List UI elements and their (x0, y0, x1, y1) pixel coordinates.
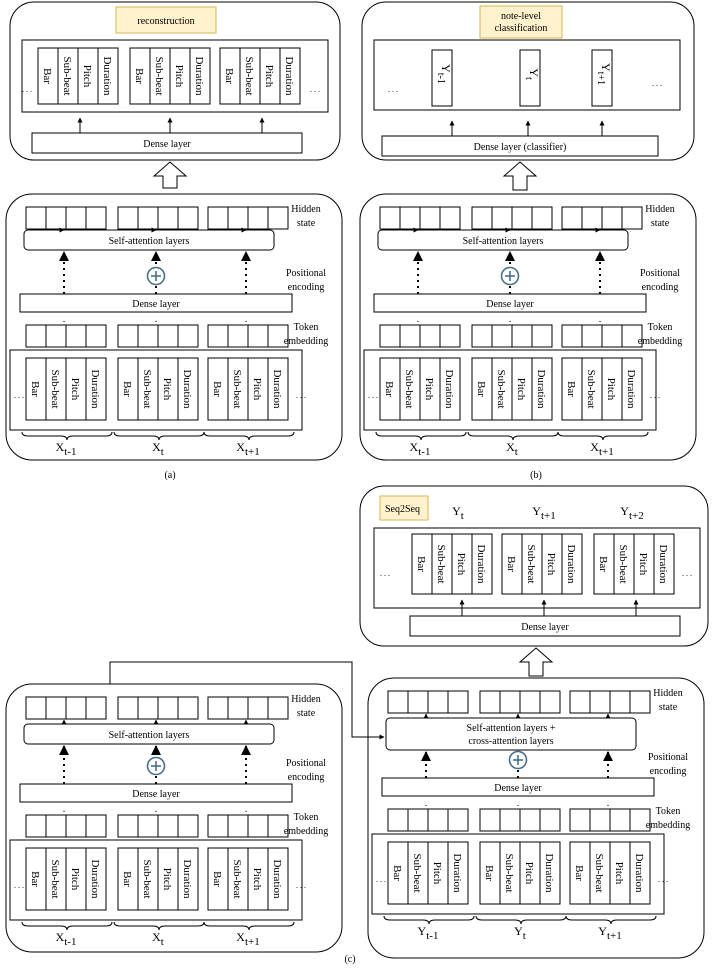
seq2seq-output-label-0: Yt (452, 504, 464, 522)
hidden-state-cell (562, 207, 582, 229)
field-label-duration: Duration (271, 859, 283, 899)
field-label-subbeat: Sub-beat (243, 56, 255, 96)
field-label-subbeat: Sub-beat (503, 853, 515, 893)
token-embedding-cell (492, 325, 512, 347)
token-embedding-label: embedding (283, 826, 329, 837)
hidden-state-cell (500, 691, 520, 713)
field-label-pitch: Pitch (545, 552, 557, 576)
output-label-0: $Y_{t-1}$ (435, 64, 453, 84)
hidden-state-cell (86, 207, 106, 229)
hidden-state-cell (622, 207, 642, 229)
field-label-bar: Bar (391, 865, 403, 881)
field-label-bar: Bar (597, 556, 609, 572)
hidden-state-cell (26, 207, 46, 229)
field-label-subbeat: Sub-beat (49, 859, 61, 899)
token-embedding-cell (228, 325, 248, 347)
hidden-state-cell (448, 691, 468, 713)
token-embedding-cell (562, 325, 582, 347)
field-label-bar: Bar (223, 68, 235, 84)
token-embedding-label: Token (293, 812, 319, 823)
hidden-state-cell (268, 697, 288, 719)
token-embedding-cell (440, 325, 460, 347)
hidden-state-cell (480, 691, 500, 713)
hidden-state-cell (590, 691, 610, 713)
hidden-state-cell (520, 691, 540, 713)
hidden-state-cell (208, 697, 228, 719)
dense-layer-label: Dense layer (132, 299, 180, 310)
hidden-state-cell (66, 207, 86, 229)
field-label-pitch: Pitch (637, 552, 649, 576)
field-label-pitch: Pitch (431, 861, 443, 885)
input-token-group (118, 848, 198, 910)
token-embedding-label: embedding (645, 820, 691, 831)
hidden-state-cell (248, 697, 268, 719)
token-embedding-label: embedding (283, 336, 329, 347)
positional-encoding-label: encoding (649, 766, 687, 777)
field-label-pitch: Pitch (161, 867, 173, 891)
token-embedding-cell (208, 325, 228, 347)
token-embedding-label: Token (293, 322, 319, 333)
token-embedding-cell (208, 815, 228, 837)
input-token-group (26, 358, 106, 420)
hidden-state-cell (178, 697, 198, 719)
token-embedding-cell (248, 815, 268, 837)
token-embedding-cell (138, 815, 158, 837)
ellipsis: . . . (376, 875, 386, 884)
input-token-group (118, 358, 198, 420)
positional-encoding-label: encoding (287, 282, 325, 293)
token-embedding-cell (86, 815, 106, 837)
input-label-0: Xt-1 (55, 930, 77, 948)
caption-c: (c) (344, 954, 356, 965)
token-embedding-cell (138, 325, 158, 347)
token-embedding-cell (178, 815, 198, 837)
output-label-1: $Y_t$ (523, 68, 541, 80)
input-label-0: Xt-1 (55, 440, 77, 458)
token-embedding-cell (26, 815, 46, 837)
token-embedding-cell (118, 325, 138, 347)
positional-encoding-label: encoding (641, 282, 679, 293)
dot: . (62, 804, 66, 815)
hidden-state-cell (66, 697, 86, 719)
field-label-subbeat: Sub-beat (141, 369, 153, 409)
dense-layer-label: Dense layer (494, 783, 542, 794)
hidden-state-cell (408, 691, 428, 713)
field-label-duration: Duration (633, 853, 645, 893)
head-title-text: note-level (501, 11, 541, 22)
hidden-state-cell (532, 207, 552, 229)
hidden-state-cell (602, 207, 622, 229)
field-label-pitch: Pitch (69, 867, 81, 891)
dot: . (154, 804, 158, 815)
field-label-duration: Duration (193, 56, 205, 96)
hidden-state-cell (380, 207, 400, 229)
ellipsis: . . . (658, 875, 668, 884)
field-label-duration: Duration (543, 853, 555, 893)
field-label-duration: Duration (625, 369, 637, 409)
field-label-bar: Bar (505, 556, 517, 572)
hidden-state-cell (492, 207, 512, 229)
input-token-group (472, 358, 552, 420)
field-label-subbeat: Sub-beat (153, 56, 165, 96)
positional-encoding-label: Positional (639, 268, 681, 279)
input-token-group (208, 358, 288, 420)
output-token-group (38, 48, 118, 104)
self-attention-label: Self-attention layers (108, 730, 190, 741)
field-label-duration: Duration (475, 544, 487, 584)
field-label-subbeat: Sub-beat (403, 369, 415, 409)
field-label-bar: Bar (475, 381, 487, 397)
hidden-state-cell (512, 207, 532, 229)
hidden-state-cell (86, 697, 106, 719)
ellipsis: . . . (682, 569, 692, 578)
input-label-0: Yt-1 (417, 924, 439, 942)
token-embedding-cell (46, 325, 66, 347)
field-label-duration: Duration (271, 369, 283, 409)
dense-layer-label: Dense layer (521, 622, 569, 633)
token-embedding-cell (590, 809, 610, 831)
field-label-pitch: Pitch (173, 64, 185, 88)
dot: . (244, 314, 248, 325)
decoder-to-head-arrow (520, 648, 552, 676)
ellipsis: . . . (380, 569, 390, 578)
field-label-pitch: Pitch (251, 377, 263, 401)
token-embedding-cell (472, 325, 492, 347)
token-embedding-cell (158, 815, 178, 837)
encoder-to-head-arrow-a (154, 162, 186, 188)
field-label-subbeat: Sub-beat (525, 544, 537, 584)
token-embedding-cell (540, 809, 560, 831)
field-label-bar: Bar (121, 381, 133, 397)
field-label-bar: Bar (29, 381, 41, 397)
input-label-1: Xt (152, 440, 164, 458)
field-label-duration: Duration (101, 56, 113, 96)
dot: . (606, 798, 610, 809)
field-label-pitch: Pitch (251, 867, 263, 891)
field-label-subbeat: Sub-beat (617, 544, 629, 584)
token-embedding-cell (582, 325, 602, 347)
field-label-duration: Duration (657, 544, 669, 584)
output-token-group (594, 534, 674, 594)
hidden-state-cell (46, 697, 66, 719)
field-label-subbeat: Sub-beat (585, 369, 597, 409)
positional-encoding-label: Positional (285, 758, 327, 769)
token-embedding-cell (248, 325, 268, 347)
hidden-state-label: state (658, 702, 678, 713)
hidden-state-cell (118, 697, 138, 719)
hidden-state-cell (440, 207, 460, 229)
input-label-1: Yt (514, 924, 526, 942)
hidden-state-cell (158, 207, 178, 229)
dense-layer-label: Dense layer (486, 299, 534, 310)
token-embedding-cell (66, 325, 86, 347)
hidden-state-cell (178, 207, 198, 229)
token-embedding-label: Token (655, 806, 681, 817)
field-label-pitch: Pitch (423, 377, 435, 401)
token-embedding-cell (66, 815, 86, 837)
dense-layer-label: Dense layer (143, 139, 191, 150)
self-attention-label: Self-attention layers (108, 236, 190, 247)
hidden-state-cell (268, 207, 288, 229)
token-embedding-cell (380, 325, 400, 347)
head-title-text: reconstruction (137, 16, 195, 27)
input-token-group (26, 848, 106, 910)
hidden-state-cell (208, 207, 228, 229)
self-attention-label: Self-attention layers + (466, 723, 556, 734)
dense-layer-classifier-label: Dense layer (classifier) (473, 142, 567, 153)
ellipsis: . . . (388, 85, 398, 94)
input-token-group (208, 848, 288, 910)
input-label-0: Xt-1 (409, 440, 431, 458)
dot: . (508, 314, 512, 325)
field-label-bar: Bar (121, 871, 133, 887)
field-label-duration: Duration (89, 369, 101, 409)
token-embedding-cell (520, 809, 540, 831)
field-label-bar: Bar (565, 381, 577, 397)
hidden-state-cell (610, 691, 630, 713)
token-embedding-cell (428, 809, 448, 831)
ellipsis: . . . (14, 881, 24, 890)
self-attention-label: cross-attention layers (468, 736, 554, 747)
input-token-group (570, 842, 650, 904)
ellipsis: . . . (14, 391, 24, 400)
field-label-pitch: Pitch (605, 377, 617, 401)
hidden-state-label: Hidden (291, 204, 321, 215)
token-embedding-cell (388, 809, 408, 831)
field-label-pitch: Pitch (263, 64, 275, 88)
field-label-pitch: Pitch (69, 377, 81, 401)
input-label-2: Xt+1 (590, 440, 614, 458)
input-token-group (388, 842, 468, 904)
field-label-pitch: Pitch (81, 64, 93, 88)
field-label-subbeat: Sub-beat (61, 56, 73, 96)
input-token-group (480, 842, 560, 904)
field-label-duration: Duration (565, 544, 577, 584)
hidden-state-label: Hidden (645, 204, 675, 215)
field-label-bar: Bar (383, 381, 395, 397)
hidden-state-cell (388, 691, 408, 713)
ellipsis: . . . (310, 85, 320, 94)
token-embedding-cell (400, 325, 420, 347)
output-token-group (502, 534, 582, 594)
hidden-state-cell (570, 691, 590, 713)
positional-encoding-label: Positional (647, 752, 689, 763)
input-label-1: Xt (152, 930, 164, 948)
positional-encoding-label: Positional (285, 268, 327, 279)
dot: . (598, 314, 602, 325)
token-embedding-cell (86, 325, 106, 347)
hidden-state-cell (248, 207, 268, 229)
field-label-subbeat: Sub-beat (593, 853, 605, 893)
field-label-bar: Bar (211, 871, 223, 887)
positional-encoding-label: encoding (287, 772, 325, 783)
hidden-state-label: state (296, 218, 316, 229)
output-label-2: $Y_{t+1}$ (595, 62, 613, 86)
ellipsis: . . . (296, 881, 306, 890)
self-attention-label: Self-attention layers (462, 236, 544, 247)
token-embedding-cell (26, 325, 46, 347)
field-label-bar: Bar (573, 865, 585, 881)
field-label-subbeat: Sub-beat (49, 369, 61, 409)
ellipsis: . . . (650, 391, 660, 400)
hidden-state-label: state (650, 218, 670, 229)
input-token-group (562, 358, 642, 420)
token-embedding-cell (448, 809, 468, 831)
field-label-bar: Bar (415, 556, 427, 572)
ellipsis: . . . (296, 391, 306, 400)
input-label-1: Xt (506, 440, 518, 458)
field-label-duration: Duration (283, 56, 295, 96)
token-embedding-cell (158, 325, 178, 347)
token-embedding-cell (420, 325, 440, 347)
token-embedding-cell (532, 325, 552, 347)
head-title-text: Seq2Seq (385, 504, 420, 515)
field-label-duration: Duration (89, 859, 101, 899)
seq2seq-output-label-1: Yt+1 (532, 504, 556, 522)
head-title-text: classification (494, 23, 548, 34)
hidden-state-cell (228, 697, 248, 719)
hidden-state-cell (228, 207, 248, 229)
seq2seq-output-label-2: Yt+2 (620, 504, 644, 522)
hidden-state-cell (400, 207, 420, 229)
hidden-state-cell (582, 207, 602, 229)
ellipsis: . . . (652, 79, 662, 88)
field-label-duration: Duration (443, 369, 455, 409)
hidden-state-cell (46, 207, 66, 229)
hidden-state-cell (472, 207, 492, 229)
token-embedding-label: Token (647, 322, 673, 333)
hidden-state-label: Hidden (653, 688, 683, 699)
field-label-subbeat: Sub-beat (231, 859, 243, 899)
hidden-state-cell (158, 697, 178, 719)
input-token-group (380, 358, 460, 420)
field-label-subbeat: Sub-beat (141, 859, 153, 899)
field-label-subbeat: Sub-beat (231, 369, 243, 409)
dot: . (244, 804, 248, 815)
dense-layer-label: Dense layer (132, 789, 180, 800)
hidden-state-cell (26, 697, 46, 719)
input-label-2: Yt+1 (598, 924, 622, 942)
hidden-state-cell (138, 207, 158, 229)
token-embedding-cell (408, 809, 428, 831)
dot: . (62, 314, 66, 325)
field-label-pitch: Pitch (523, 861, 535, 885)
field-label-bar: Bar (41, 68, 53, 84)
token-embedding-label: embedding (637, 336, 683, 347)
hidden-state-cell (630, 691, 650, 713)
token-embedding-cell (46, 815, 66, 837)
field-label-duration: Duration (535, 369, 547, 409)
field-label-subbeat: Sub-beat (411, 853, 423, 893)
ellipsis: . . . (368, 391, 378, 400)
dot: . (154, 314, 158, 325)
hidden-state-cell (118, 207, 138, 229)
token-embedding-cell (118, 815, 138, 837)
field-label-bar: Bar (211, 381, 223, 397)
field-label-duration: Duration (181, 369, 193, 409)
field-label-duration: Duration (181, 859, 193, 899)
input-label-2: Xt+1 (236, 440, 260, 458)
encoder-to-head-arrow-b (504, 162, 536, 190)
field-label-subbeat: Sub-beat (435, 544, 447, 584)
caption-a: (a) (164, 470, 176, 481)
token-embedding-cell (602, 325, 622, 347)
token-embedding-cell (228, 815, 248, 837)
output-token-group (412, 534, 492, 594)
field-label-bar: Bar (483, 865, 495, 881)
output-token-group (130, 48, 210, 104)
ellipsis: . . . (22, 85, 32, 94)
field-label-bar: Bar (29, 871, 41, 887)
field-label-pitch: Pitch (515, 377, 527, 401)
field-label-duration: Duration (451, 853, 463, 893)
field-label-bar: Bar (133, 68, 145, 84)
field-label-subbeat: Sub-beat (495, 369, 507, 409)
caption-b: (b) (530, 470, 542, 481)
hidden-state-cell (428, 691, 448, 713)
input-label-2: Xt+1 (236, 930, 260, 948)
field-label-pitch: Pitch (613, 861, 625, 885)
dot: . (424, 798, 428, 809)
field-label-pitch: Pitch (455, 552, 467, 576)
token-embedding-cell (480, 809, 500, 831)
hidden-state-label: state (296, 708, 316, 719)
token-embedding-cell (610, 809, 630, 831)
token-embedding-cell (178, 325, 198, 347)
hidden-state-label: Hidden (291, 694, 321, 705)
field-label-pitch: Pitch (161, 377, 173, 401)
hidden-state-cell (138, 697, 158, 719)
dot: . (516, 798, 520, 809)
token-embedding-cell (512, 325, 532, 347)
dot: . (416, 314, 420, 325)
output-token-group (220, 48, 300, 104)
hidden-state-cell (540, 691, 560, 713)
token-embedding-cell (500, 809, 520, 831)
token-embedding-cell (570, 809, 590, 831)
hidden-state-cell (420, 207, 440, 229)
